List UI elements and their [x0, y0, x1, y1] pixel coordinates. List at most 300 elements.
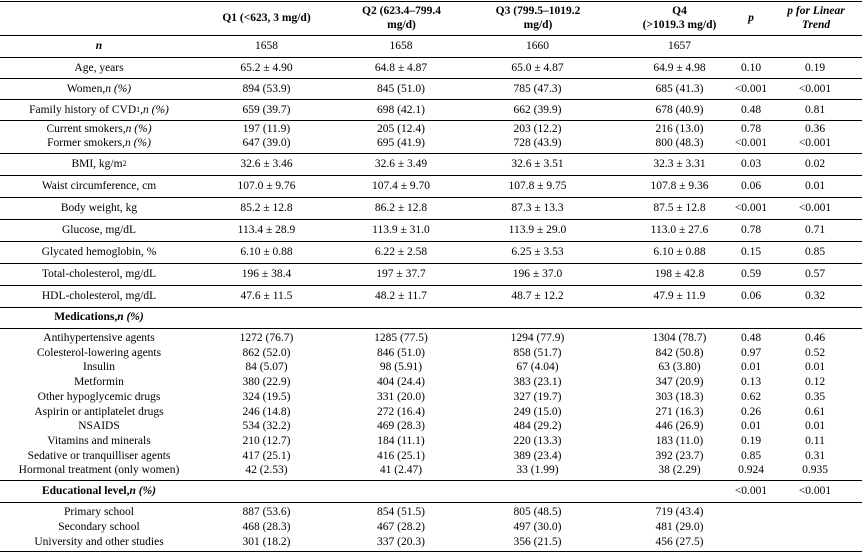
value-p-trend	[771, 285, 859, 307]
value-q4	[608, 463, 751, 477]
value-q4	[608, 57, 751, 78]
value-q1	[198, 405, 335, 419]
value-q4	[608, 505, 751, 519]
medication-row	[0, 375, 862, 389]
cell-text: 662 (39.9)	[513, 103, 562, 116]
cell-text: 0.36	[804, 123, 826, 135]
cell-text: 198 ± 42.8	[654, 268, 705, 280]
cell-text: 6.22 ± 2.58	[374, 246, 428, 258]
medication-row	[0, 331, 862, 345]
table-row	[0, 285, 862, 307]
value-q3	[467, 390, 608, 404]
value-p-trend	[771, 375, 859, 389]
cell-text: 47.6 ± 11.5	[240, 290, 293, 302]
cell-text: <0.001	[798, 137, 832, 149]
value-p	[731, 122, 771, 136]
cell-text: 64.8 ± 4.87	[374, 61, 428, 74]
cell-text: 85.2 ± 12.8	[240, 202, 293, 214]
value-q2	[335, 419, 467, 433]
cell-text: 417 (25.1)	[242, 449, 291, 462]
cell-text: Colesterol-lowering agents	[36, 346, 162, 359]
cell-text: 0.62	[740, 390, 762, 403]
education-row	[0, 520, 862, 534]
cell-text: 728 (43.9)	[513, 137, 562, 149]
value-q1	[198, 375, 335, 389]
row-label	[0, 99, 198, 120]
value-q3	[467, 449, 608, 463]
bottom-rule	[0, 551, 862, 552]
row-label	[0, 285, 198, 307]
cell-text: 0.01	[804, 361, 826, 374]
cell-text: 38 (2.29)	[658, 464, 701, 477]
value-p	[731, 419, 771, 433]
value-p-trend	[771, 463, 859, 477]
cell-text: Family history of CVD	[29, 103, 137, 116]
table-rule	[0, 328, 862, 329]
cell-text: Q2 (623.4–799.4 mg/d)	[362, 5, 441, 31]
cell-text: 497 (30.0)	[513, 521, 562, 533]
medication-row	[0, 449, 862, 463]
value-q2	[335, 434, 467, 448]
cell-text: Vitamins and minerals	[47, 434, 151, 447]
value-q1	[198, 153, 335, 175]
smokers-former-row	[0, 136, 862, 150]
value-p	[731, 480, 771, 502]
value-q4	[608, 153, 751, 175]
medication-row	[0, 419, 862, 433]
cell-text: 0.924	[738, 464, 764, 477]
value-q4	[608, 285, 751, 307]
cell-text: <0.001	[734, 82, 768, 95]
cell-text: 0.97	[740, 346, 762, 359]
cell-text: 468 (28.3)	[242, 521, 291, 533]
value-p-trend	[771, 346, 859, 360]
row-label	[0, 390, 198, 404]
cell-text: 6.10 ± 0.88	[653, 246, 706, 258]
value-q4	[608, 36, 751, 56]
cell-text: 0.31	[804, 449, 826, 462]
value-q1	[198, 535, 335, 549]
cell-text: University and other studies	[34, 536, 164, 548]
value-q4	[608, 99, 751, 120]
cell-text: 800 (48.3)	[655, 137, 704, 149]
value-p	[731, 434, 771, 448]
education-title	[0, 480, 862, 502]
cell-text: 846 (51.0)	[377, 346, 425, 359]
value-q3	[467, 175, 608, 197]
cell-text: 0.19	[740, 434, 762, 447]
cell-text: 0.46	[804, 332, 826, 344]
value-q1	[198, 331, 335, 345]
cell-text: 356 (21.5)	[513, 536, 562, 548]
value-q1	[198, 419, 335, 433]
value-p-trend	[771, 331, 859, 345]
value-p	[731, 197, 771, 219]
cell-text: 196 ± 37.0	[512, 268, 563, 280]
table-row	[0, 175, 862, 197]
cell-text: 87.5 ± 12.8	[653, 202, 706, 214]
cell-text: Waist circumference, cm	[41, 180, 157, 192]
cell-text: Total-cholesterol, mg/dL	[41, 268, 157, 280]
cell-text: 64.9 ± 4.98	[653, 61, 706, 74]
cell-text: Other hypoglycemic drugs	[37, 390, 161, 403]
value-q1	[198, 390, 335, 404]
value-q4	[608, 78, 751, 99]
value-q2	[335, 78, 467, 99]
cell-text: 0.78	[740, 123, 762, 135]
value-p-trend	[771, 175, 859, 197]
smokers-row	[0, 121, 862, 151]
value-q2	[335, 331, 467, 345]
value-q4	[608, 449, 751, 463]
cell-text: 484 (29.2)	[513, 420, 562, 433]
cell-text: 0.59	[740, 268, 762, 280]
cell-text: 392 (23.7)	[655, 449, 704, 462]
cell-text: 0.01	[740, 420, 762, 433]
n-row	[0, 36, 862, 56]
cell-text: 65.2 ± 4.90	[240, 61, 293, 74]
cell-text: 1304 (78.7)	[652, 332, 707, 344]
value-q2	[335, 505, 467, 519]
cell-text: 887 (53.6)	[242, 506, 291, 518]
cell-text: 33 (1.99)	[516, 464, 559, 477]
value-p-trend	[771, 197, 859, 219]
cell-text: 0.71	[804, 224, 826, 236]
value-q2	[335, 449, 467, 463]
value-q1	[198, 285, 335, 307]
cell-text: 534 (32.2)	[242, 420, 291, 433]
value-p-trend	[771, 99, 859, 120]
cell-text: <0.001	[734, 485, 768, 497]
cell-text: p for Linear Trend	[787, 5, 845, 31]
value-q2	[335, 241, 467, 263]
value-q3	[467, 505, 608, 519]
medication-row	[0, 463, 862, 477]
row-label	[0, 520, 198, 534]
value-q4	[608, 241, 751, 263]
value-q1	[198, 197, 335, 219]
value-q3	[467, 405, 608, 419]
value-q1	[198, 360, 335, 374]
value-q1	[198, 57, 335, 78]
cell-text: 845 (51.0)	[377, 82, 425, 95]
cell-text: 894 (53.9)	[242, 82, 291, 95]
value-q3	[467, 285, 608, 307]
table-row	[0, 197, 862, 219]
section-title	[0, 307, 198, 327]
value-q2	[335, 463, 467, 477]
value-q1	[198, 36, 335, 56]
row-label	[0, 360, 198, 374]
value-p-trend	[771, 219, 859, 241]
value-q2	[335, 263, 467, 285]
value-q4	[608, 263, 751, 285]
cell-text: 205 (12.4)	[377, 123, 425, 135]
value-q2	[335, 36, 467, 56]
value-q3	[467, 57, 608, 78]
value-p-trend	[771, 57, 859, 78]
value-p-trend	[771, 78, 859, 99]
cell-text: n (%)	[129, 485, 157, 497]
row-label	[0, 405, 198, 419]
cell-text: 6.10 ± 0.88	[240, 246, 293, 258]
cell-text: Secondary school	[58, 521, 140, 533]
value-p-trend	[771, 122, 859, 136]
cell-text: 0.10	[740, 61, 762, 74]
value-q4	[608, 331, 751, 345]
cell-text: 0.19	[804, 61, 826, 74]
row-label	[0, 219, 198, 241]
value-q3	[467, 263, 608, 285]
cell-text: 203 (12.2)	[513, 123, 562, 135]
cell-text: 0.52	[804, 346, 826, 359]
cell-text: 1658	[389, 40, 413, 52]
row-label	[0, 175, 198, 197]
value-q3	[467, 99, 608, 120]
cell-text: 0.01	[804, 420, 826, 433]
value-q2	[335, 175, 467, 197]
header-q4	[608, 1, 751, 35]
value-p	[731, 241, 771, 263]
cell-text: n (%)	[143, 103, 169, 116]
cell-text: 337 (20.3)	[377, 536, 425, 548]
cell-text: 446 (26.9)	[655, 420, 704, 433]
cell-text: 0.35	[804, 390, 826, 403]
cell-text: 63 (3.80)	[658, 361, 701, 374]
value-q2	[335, 285, 467, 307]
value-p-trend	[771, 241, 859, 263]
cell-text: Metformin	[74, 376, 124, 389]
row-label	[0, 78, 198, 99]
cell-text: Glucose, mg/dL	[61, 224, 137, 236]
cell-text: Medications,	[54, 311, 118, 323]
cell-text: 1660	[526, 40, 549, 52]
cell-text: 785 (47.3)	[513, 82, 562, 95]
row-label	[0, 153, 198, 175]
value-p	[731, 78, 771, 99]
row-label	[0, 36, 198, 56]
table-row	[0, 78, 862, 99]
cell-text: 0.85	[740, 449, 762, 462]
cell-text: 0.48	[740, 332, 762, 344]
cell-text: <0.001	[798, 202, 832, 214]
cell-text: 41 (2.47)	[379, 464, 423, 477]
cell-text: <0.001	[798, 82, 832, 95]
row-label	[0, 241, 198, 263]
cell-text: 0.01	[740, 361, 762, 374]
value-p	[731, 99, 771, 120]
value-q3	[467, 78, 608, 99]
value-q3	[467, 136, 608, 150]
value-q4	[608, 122, 751, 136]
value-q3	[467, 122, 608, 136]
cell-text: 107.8 ± 9.75	[508, 180, 567, 192]
cell-text: 1	[136, 104, 141, 114]
cell-text: (>1019.3 mg/d)	[642, 19, 717, 31]
value-p	[731, 405, 771, 419]
value-q1	[198, 505, 335, 519]
value-q3	[467, 153, 608, 175]
cell-text: 271 (16.3)	[655, 405, 704, 418]
cell-text: 0.15	[740, 246, 762, 258]
value-q3	[467, 219, 608, 241]
cell-text: 6.25 ± 3.53	[511, 246, 564, 258]
cell-text: n (%)	[125, 137, 151, 149]
table-row	[0, 263, 862, 285]
cell-text: 107.4 ± 9.70	[371, 180, 431, 192]
value-p-trend	[771, 390, 859, 404]
education-row	[0, 505, 862, 519]
cell-text: Former smokers,	[47, 137, 126, 149]
medications-title	[0, 307, 862, 327]
cell-text: 698 (42.1)	[377, 103, 425, 116]
cell-text: 0.61	[804, 405, 826, 418]
cell-text: 416 (25.1)	[377, 449, 425, 462]
value-q2	[335, 122, 467, 136]
cell-text: n	[95, 40, 103, 52]
cell-text: 0.48	[740, 103, 762, 116]
cell-text: 327 (19.7)	[513, 390, 562, 403]
value-q4	[608, 419, 751, 433]
cell-text: 98 (5.91)	[379, 361, 423, 374]
cell-text: 220 (13.3)	[513, 434, 562, 447]
cell-text: 678 (40.9)	[655, 103, 704, 116]
cell-text: Primary school	[64, 506, 134, 518]
row-label	[0, 419, 198, 433]
value-q4	[608, 375, 751, 389]
table-rule	[0, 502, 862, 503]
value-q2	[335, 520, 467, 534]
cell-text: p	[748, 12, 754, 24]
value-q1	[198, 346, 335, 360]
cell-text: 383 (23.1)	[513, 376, 562, 389]
cell-text: Sedative or tranquilliser agents	[27, 449, 171, 462]
cell-text: 0.06	[740, 180, 762, 192]
header-p	[731, 1, 771, 35]
row-label	[0, 57, 198, 78]
cell-text: 113.9 ± 31.0	[372, 224, 430, 236]
value-q1	[198, 263, 335, 285]
cell-text: Glycated hemoglobin, %	[41, 246, 157, 258]
cell-text: 0.12	[804, 376, 826, 389]
cell-text: 324 (19.5)	[242, 390, 291, 403]
value-p	[731, 219, 771, 241]
value-p	[731, 331, 771, 345]
value-q3	[467, 520, 608, 534]
cell-text: 84 (5.07)	[245, 361, 288, 374]
value-q2	[335, 219, 467, 241]
cell-text: Hormonal treatment (only women)	[18, 464, 180, 477]
row-label	[0, 263, 198, 285]
header-q3	[484, 1, 592, 35]
cell-text: n (%)	[117, 311, 144, 323]
row-label	[0, 122, 198, 136]
value-p	[731, 390, 771, 404]
value-q4	[608, 175, 751, 197]
cell-text: 303 (18.3)	[655, 390, 704, 403]
cell-text: 48.2 ± 11.7	[375, 290, 427, 302]
cell-text: 404 (24.4)	[377, 376, 425, 389]
cell-text: 32.6 ± 3.46	[240, 158, 293, 170]
cell-text: n (%)	[125, 123, 152, 135]
cell-text: 32.6 ± 3.51	[511, 158, 564, 170]
row-label	[0, 449, 198, 463]
cell-text: 659 (39.7)	[242, 103, 291, 116]
value-q4	[608, 520, 751, 534]
value-q3	[467, 197, 608, 219]
cell-text: 647 (39.0)	[242, 137, 291, 149]
value-q2	[335, 360, 467, 374]
cell-text: Age, years	[74, 61, 124, 74]
cell-text: Q4	[672, 5, 687, 17]
row-label	[0, 346, 198, 360]
cell-text: 695 (41.9)	[377, 137, 425, 149]
row-label	[0, 535, 198, 549]
cell-text: ,	[140, 103, 143, 116]
cell-text: 1272 (76.7)	[239, 332, 294, 344]
cell-text: 0.32	[804, 290, 826, 302]
cell-text: 854 (51.5)	[377, 506, 425, 518]
value-p	[731, 285, 771, 307]
cell-text: 469 (28.3)	[377, 420, 425, 433]
medication-row	[0, 405, 862, 419]
row-label	[0, 463, 198, 477]
cell-text: Insulin	[83, 361, 115, 374]
value-q3	[467, 241, 608, 263]
cell-text: 113.0 ± 27.6	[650, 224, 709, 236]
cell-text: 719 (43.4)	[655, 506, 704, 518]
cell-text: 197 ± 37.7	[376, 268, 426, 280]
value-q4	[608, 360, 751, 374]
value-p	[731, 346, 771, 360]
cell-text: Q3 (799.5–1019.2 mg/d)	[495, 5, 581, 31]
section-title	[0, 480, 198, 502]
value-p-trend	[771, 480, 859, 502]
value-q2	[335, 153, 467, 175]
cell-text: 210 (12.7)	[242, 434, 291, 447]
table-row	[0, 57, 862, 78]
table-row	[0, 153, 862, 175]
cell-text: 32.3 ± 3.31	[653, 158, 706, 170]
value-q4	[608, 405, 751, 419]
cell-text: Q1 (<623, 3 mg/d)	[222, 12, 311, 24]
cell-text: 0.81	[804, 103, 826, 116]
value-q1	[198, 122, 335, 136]
row-label	[0, 331, 198, 345]
value-q1	[198, 219, 335, 241]
medication-row	[0, 360, 862, 374]
value-q1	[198, 520, 335, 534]
cell-text: 0.13	[740, 376, 762, 389]
cell-text: 0.02	[804, 158, 826, 170]
education-row	[0, 535, 862, 549]
medication-row	[0, 434, 862, 448]
cell-text: 380 (22.9)	[242, 376, 291, 389]
table-header	[0, 1, 862, 35]
cell-text: 32.6 ± 3.49	[374, 158, 428, 170]
cell-text: 0.935	[802, 464, 828, 477]
cell-text: 67 (4.04)	[516, 361, 559, 374]
value-q3	[467, 419, 608, 433]
cell-text: 113.9 ± 29.0	[508, 224, 567, 236]
table-row	[0, 99, 862, 120]
value-p	[731, 136, 771, 150]
value-q3	[467, 36, 608, 56]
cell-text: BMI, kg/m	[71, 158, 123, 170]
cell-text: 301 (18.2)	[242, 536, 291, 548]
cell-text: NSAIDS	[78, 420, 120, 433]
cell-text: 805 (48.5)	[513, 506, 562, 518]
